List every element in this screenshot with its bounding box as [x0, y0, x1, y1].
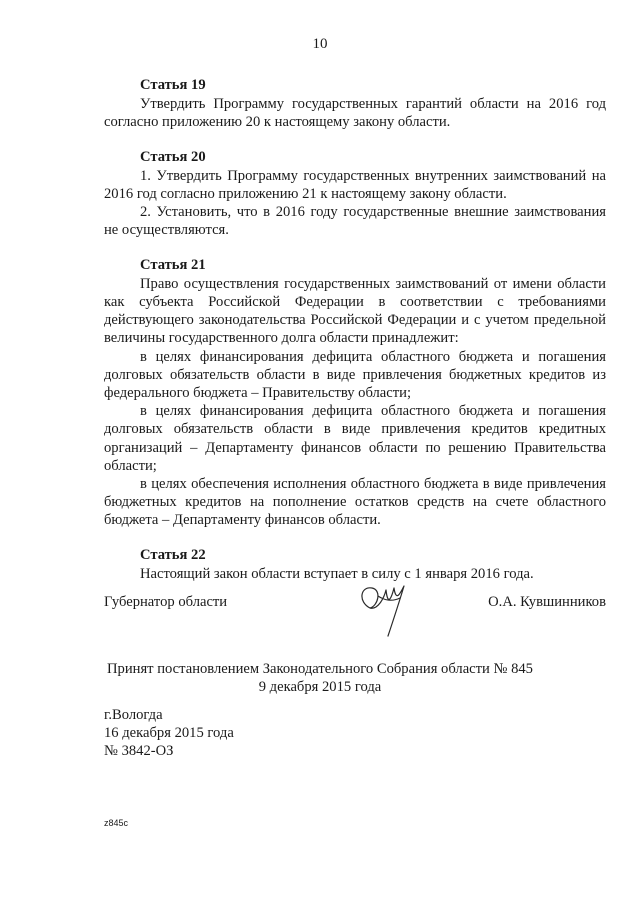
signing-date: 16 декабря 2015 года — [104, 725, 234, 742]
article-title: Статья 20 — [140, 148, 206, 165]
paragraph: в целях финансирования дефицита областного бюджета и погашения долговых обязательств области в виде привлечения кредитов кредитных организаций – Департаменту финансов области по решению Правительства области; — [104, 403, 606, 474]
article-title: Статья 21 — [140, 256, 206, 273]
article-21 — [104, 256, 606, 530]
paragraph: Право осуществления государственных заимствований от имени области как субъекта Российской Федерации в соответствии с требованиями действующего законодательства Российской Федерации и с учетом предельной величины государственного долга области принадлежит: — [104, 275, 606, 347]
paragraph: в целях обеспечения исполнения областного бюджета в виде привлечения бюджетных кредитов на пополнение остатков средств на счете областного бюджета – Департаменту финансов области. — [104, 476, 606, 529]
paragraph: 1. Утвердить Программу государственных внутренних заимствований на 2016 год согласно приложению 21 к настоящему закону области. — [104, 167, 606, 203]
signatory-name: О.А. Кувшинников — [488, 594, 606, 610]
document-body — [104, 76, 606, 599]
signature-block — [104, 578, 606, 642]
article-title: Статья 22 — [140, 546, 206, 563]
adoption-line: Принят постановлением Законодательного Собрания области № 845 — [107, 661, 533, 677]
place-and-date — [104, 706, 234, 761]
adoption-note — [0, 660, 640, 696]
article-20 — [104, 148, 606, 240]
adoption-date: 9 декабря 2015 года — [258, 679, 382, 696]
paragraph: Утвердить Программу государственных гарантий области на 2016 год согласно приложению 20 к настоящему закону области. — [104, 96, 606, 131]
page-number: 10 — [312, 36, 328, 52]
paragraph: в целях финансирования дефицита областного бюджета и погашения долговых обязательств области в виде привлечения бюджетных кредитов из федерального бюджета – Правительству области; — [104, 348, 606, 402]
law-number: № 3842-ОЗ — [104, 743, 174, 760]
article-19 — [104, 76, 606, 132]
handwritten-signature — [348, 578, 418, 642]
city: г.Вологда — [104, 707, 163, 723]
article-title: Статья 19 — [140, 77, 206, 93]
paragraph: 2. Установить, что в 2016 году государственные внешние заимствования не осуществляются. — [104, 204, 606, 239]
signatory-position: Губернатор области — [104, 594, 228, 610]
document-code: z845c — [104, 818, 129, 828]
paragraph: Настоящий закон области вступает в силу с 1 января 2016 года. — [140, 565, 534, 582]
